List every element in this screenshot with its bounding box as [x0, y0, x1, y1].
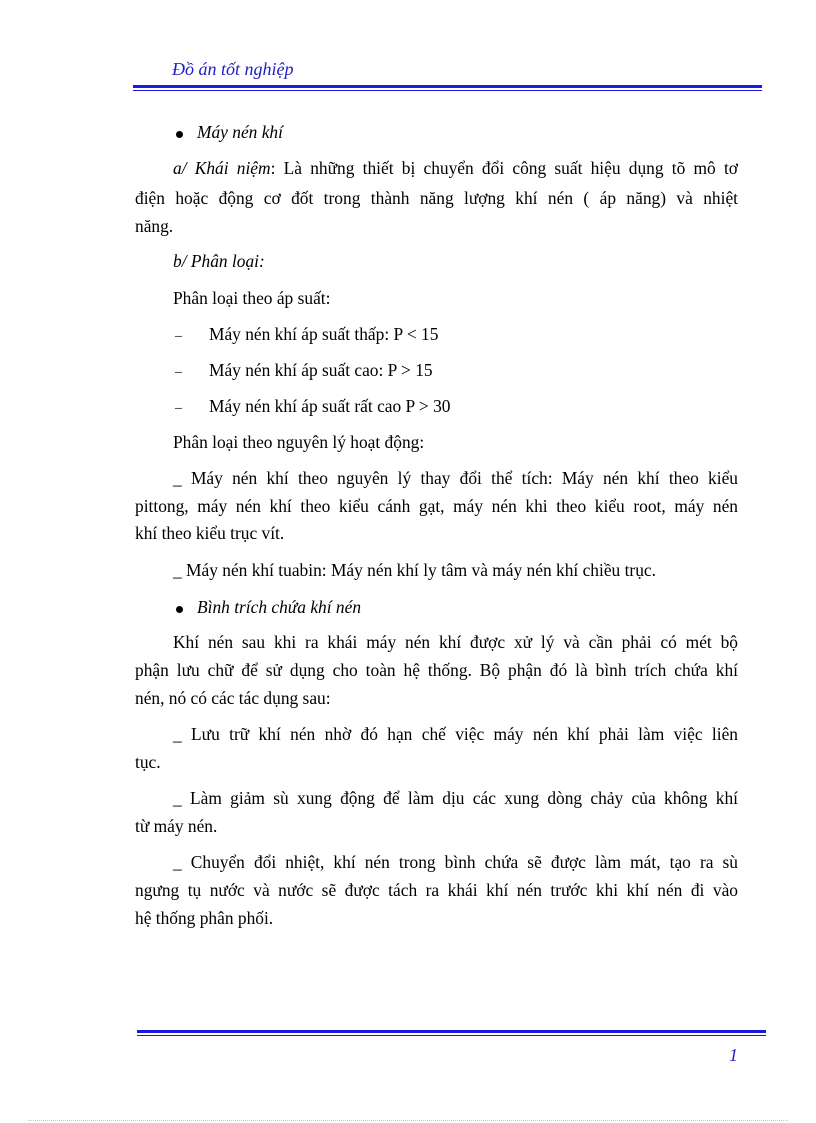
khai-niem-label: a/ Khái niệm: [173, 158, 271, 178]
dash-marker: _: [175, 360, 182, 375]
paragraph-line: _ Chuyển đổi nhiệt, khí nén trong bình chứa sẽ được làm mát, tạo ra sù: [173, 852, 738, 872]
list-item-text: Máy nén khí áp suất cao: P > 15: [209, 360, 433, 380]
paragraph-line: pittong, máy nén khí theo kiểu cánh gạt, máy nén khi theo kiểu root, máy nén: [135, 496, 738, 516]
header-title: Đồ án tốt nghiệp: [172, 59, 294, 79]
bullet-icon: [176, 131, 183, 138]
phan-loai-ap-suat: Phân loại theo áp suất:: [173, 288, 331, 308]
paragraph-line: khí theo kiểu trục vít.: [135, 523, 285, 543]
paragraph-line: điện hoặc động cơ đốt trong thành năng lượng khí nén ( áp năng) và nhiệt: [135, 188, 738, 208]
section-heading: Máy nén khí: [197, 122, 283, 142]
footer-rule-thick: [137, 1030, 766, 1033]
header-rule-thick: [133, 85, 762, 88]
phan-loai-nguyen-ly: Phân loại theo nguyên lý hoạt động:: [173, 432, 425, 452]
phan-loai-heading: b/ Phân loại:: [173, 251, 265, 271]
paragraph-line: nén, nó có các tác dụng sau:: [135, 688, 331, 708]
page-bottom-border: [28, 1120, 788, 1121]
list-item-text: Máy nén khí áp suất rất cao P > 30: [209, 396, 451, 416]
paragraph-line: từ máy nén.: [135, 816, 218, 836]
dash-marker: _: [175, 396, 182, 411]
dash-marker: _: [175, 324, 182, 339]
paragraph-line: _ Máy nén khí theo nguyên lý thay đổi thể tích: Máy nén khí theo kiểu: [173, 468, 738, 488]
paragraph-line: năng.: [135, 216, 174, 236]
footer-rule-thin: [137, 1035, 766, 1036]
section-heading: Bình trích chứa khí nén: [197, 597, 362, 617]
paragraph-line: [135, 158, 738, 179]
header-rule-thin: [133, 90, 762, 91]
list-item-text: Máy nén khí áp suất thấp: P < 15: [209, 324, 439, 344]
page-number: 1: [729, 1045, 738, 1065]
paragraph-line: _ Lưu trữ khí nén nhờ đó hạn chế việc máy nén khí phải làm việc liên: [173, 724, 738, 744]
paragraph-line: phận lưu chữ để sử dụng cho toàn hệ thống. Bộ phận đó là bình trích chứa khí: [135, 660, 738, 680]
paragraph-line: _ Máy nén khí tuabin: Máy nén khí ly tâm và máy nén khí chiều trục.: [173, 560, 656, 580]
paragraph-line: ngưng tụ nước và nước sẽ được tách ra khái khí nén trước khi khí nén đi vào: [135, 880, 738, 900]
khai-niem-text: : Là những thiết bị chuyển đổi công suất hiệu dụng tõ mô tơ: [270, 158, 738, 178]
bullet-icon: [176, 606, 183, 613]
paragraph-line: hệ thống phân phối.: [135, 908, 274, 928]
paragraph-line: Khí nén sau khi ra khái máy nén khí được xử lý và cần phải có mét bộ: [173, 632, 738, 652]
paragraph-line: tục.: [135, 752, 161, 772]
paragraph-line: _ Làm giảm sù xung động để làm dịu các xung dòng chảy của không khí: [173, 788, 738, 808]
